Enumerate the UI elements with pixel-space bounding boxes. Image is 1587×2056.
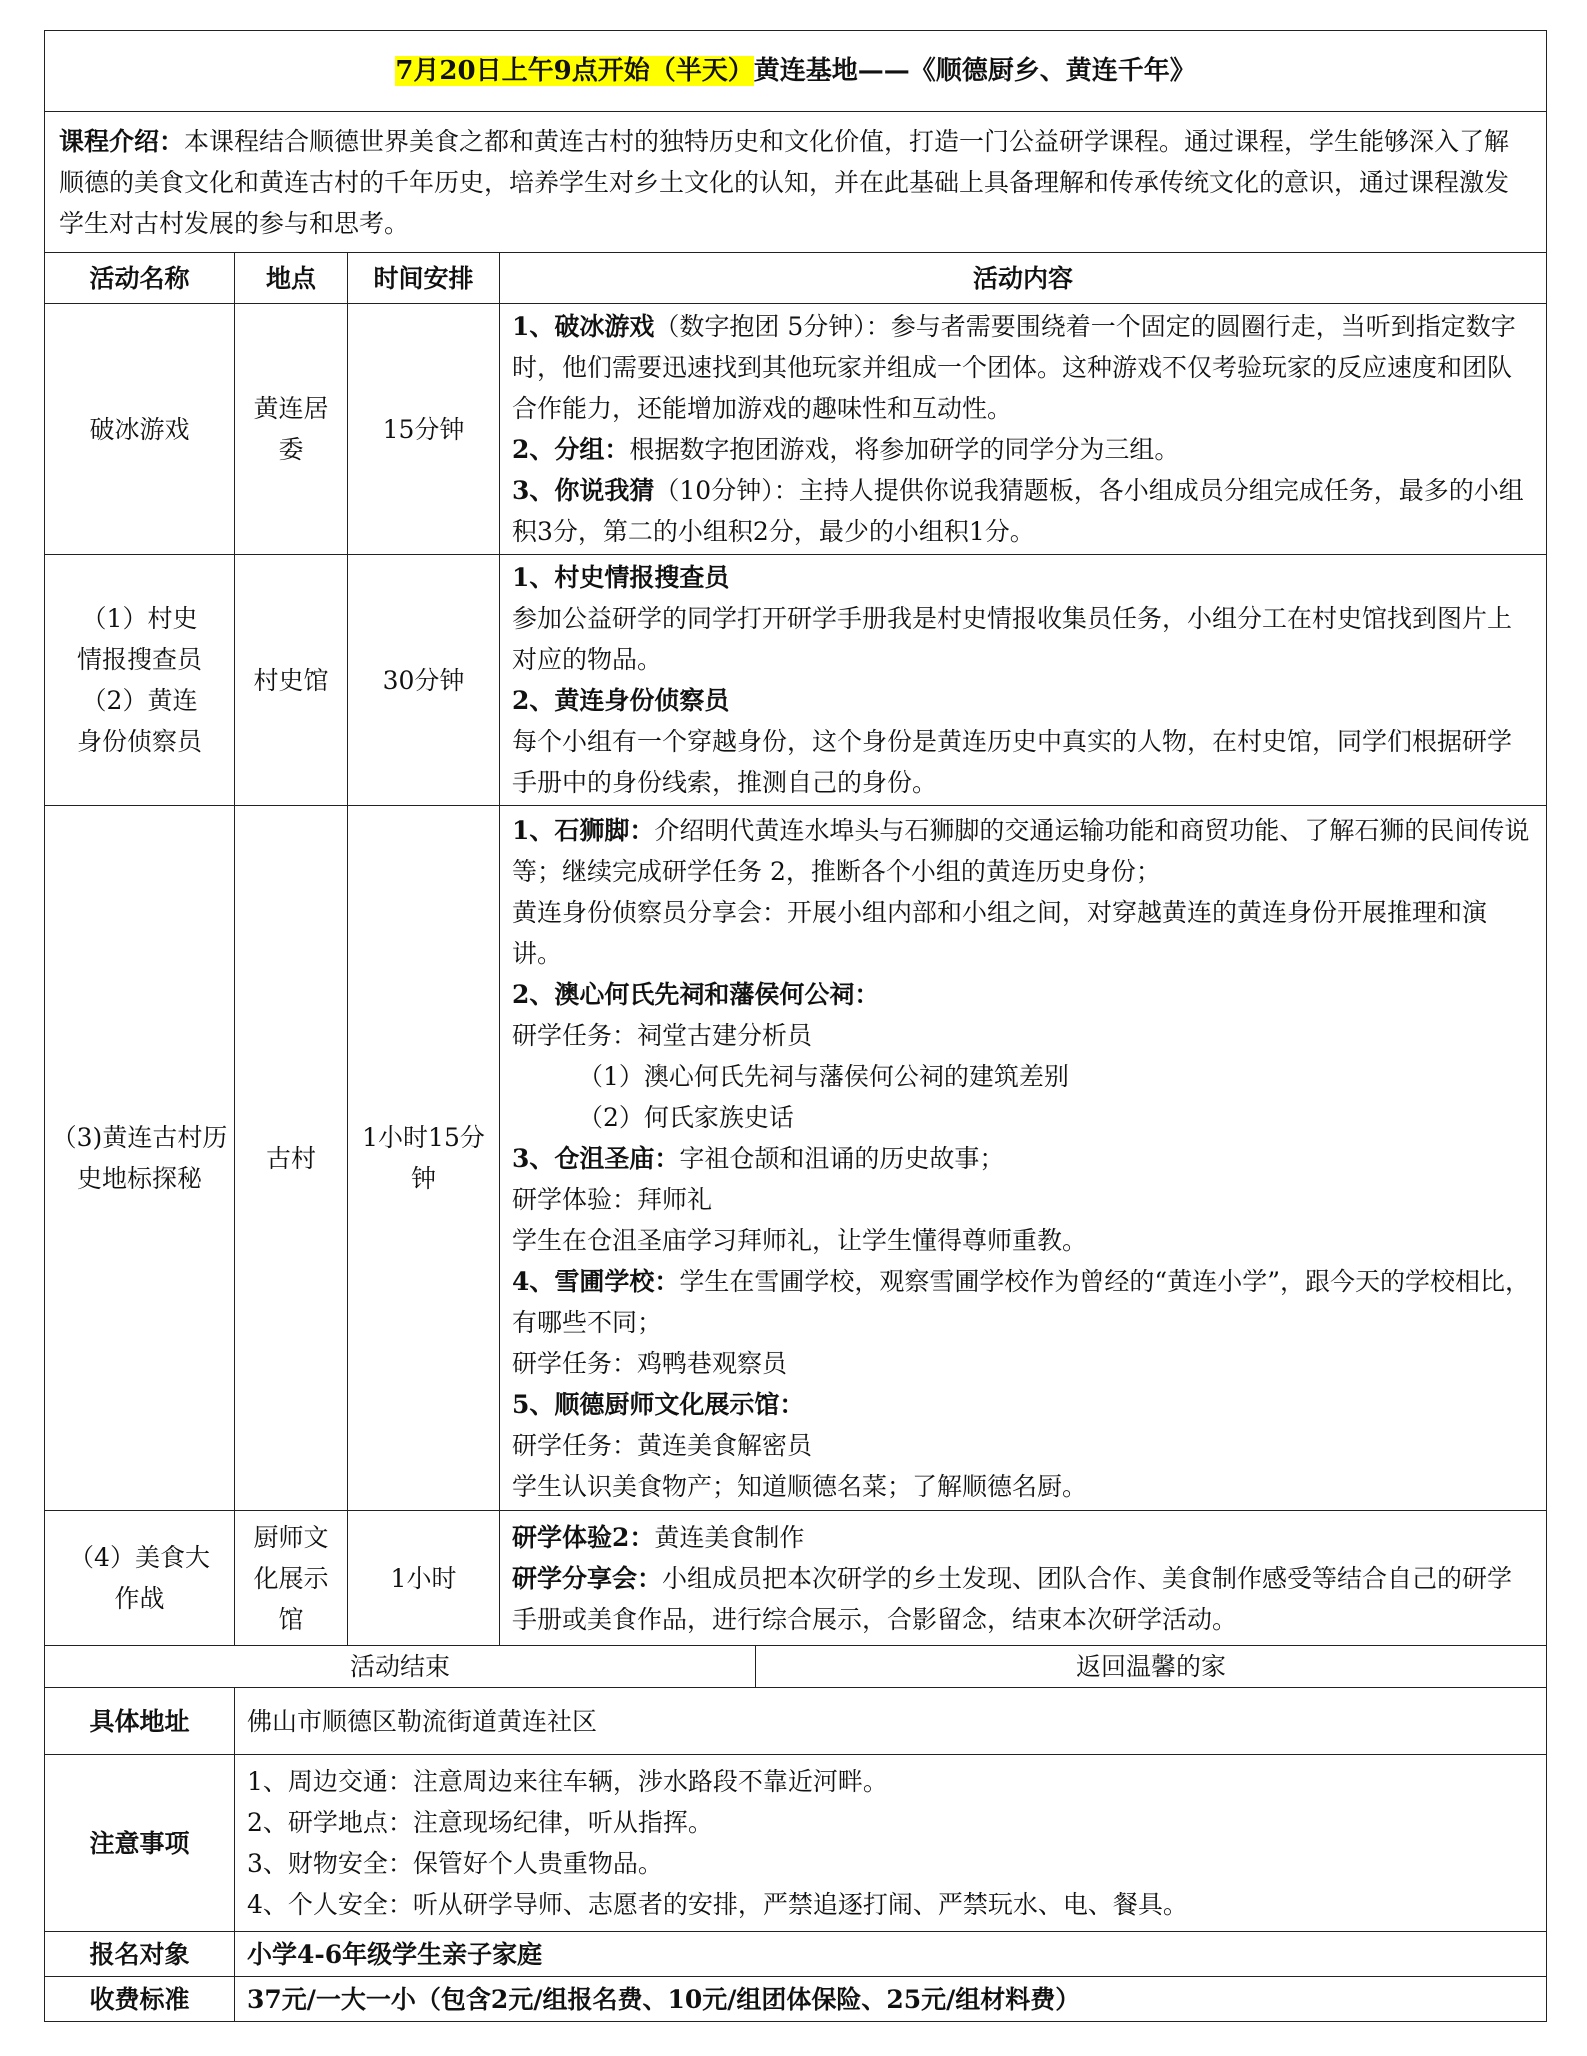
activity-name: （1）村史情报搜查员（2）黄连身份侦察员: [45, 555, 235, 806]
content-heading: 研学体验2：: [512, 1522, 655, 1552]
content-line: [512, 1425, 1534, 1466]
title-rest: 黄连基地——《顺德厨乡、黄连千年》: [753, 55, 1196, 86]
activity-place: 黄连居委: [235, 304, 348, 555]
intro-text: 本课程结合顺德世界美食之都和黄连古村的独特历史和文化价值，打造一门公益研学课程。通过课程，学生能够深入了解顺德的美食文化和黄连古村的千年历史，培养学生对乡土文化的认知，并在此基础上具备理解和传承传统文化的意识，通过课程激发学生对古村发展的参与和思考。: [59, 126, 1510, 238]
address-row: [45, 1688, 1547, 1755]
title-highlight: 7月20日上午9点开始（半天）: [395, 55, 754, 86]
activity-row: [45, 555, 1547, 806]
content-line: [512, 721, 1534, 803]
content-line: [512, 1138, 1534, 1179]
intro-label: 课程介绍：: [59, 126, 185, 156]
content-text: 黄连身份侦察员分享会：开展小组内部和小组之间，对穿越黄连的黄连身份开展推理和演讲。: [512, 897, 1488, 968]
content-line: [512, 1056, 1534, 1097]
content-text: 学生认识美食物产；知道顺德名菜；了解顺德名厨。: [512, 1471, 1088, 1501]
header-content: 活动内容: [500, 253, 1547, 304]
content-text: 研学任务：祠堂古建分析员: [512, 1020, 813, 1050]
content-line: [512, 429, 1534, 470]
activity-place: 村史馆: [235, 555, 348, 806]
content-text: （1）澳心何氏先祠与藩侯何公祠的建筑差别: [578, 1061, 1069, 1091]
page-title: [45, 31, 1547, 112]
header-row: [45, 253, 1547, 304]
content-text: 学生在雪圃学校，观察雪圃学校作为曾经的“黄连小学”，跟今天的学校相比，有哪些不同；: [512, 1266, 1530, 1337]
content-heading: 4、雪圃学校：: [512, 1266, 680, 1296]
fee-label: 收费标准: [45, 1977, 235, 2022]
target-label: 报名对象: [45, 1932, 235, 1977]
header-place: 地点: [235, 253, 348, 304]
activity-name: （4）美食大作战: [45, 1511, 235, 1646]
content-heading: 研学分享会：: [512, 1563, 663, 1593]
activity-name: 破冰游戏: [45, 304, 235, 555]
header-time: 时间安排: [348, 253, 500, 304]
content-text: 小组成员把本次研学的乡土发现、团队合作、美食制作感受等结合自己的研学手册或美食作品，进行综合展示，合影留念，结束本次研学活动。: [512, 1563, 1513, 1634]
content-text: 参加公益研学的同学打开研学手册我是村史情报收集员任务，小组分工在村史馆找到图片上对应的物品。: [512, 604, 1513, 674]
activity-place: 古村: [235, 806, 348, 1511]
activity-content: [500, 304, 1547, 555]
content-text: 研学体验：拜师礼: [512, 1184, 713, 1214]
title-row: [45, 31, 1547, 112]
content-line: [512, 1097, 1534, 1138]
content-heading: 1、破冰游戏: [512, 312, 655, 341]
content-heading: 2、黄连身份侦察员: [512, 686, 730, 715]
activity-name: （3)黄连古村历史地标探秘: [45, 806, 235, 1511]
activity-end: 活动结束: [45, 1646, 756, 1688]
content-text: 根据数字抱团游戏，将参加研学的同学分为三组。: [629, 435, 1180, 464]
fee-row: [45, 1977, 1547, 2022]
content-line: [512, 1384, 1534, 1425]
note-item: 2、研学地点：注意现场纪律，听从指挥。: [247, 1808, 713, 1837]
intro-row: [45, 112, 1547, 253]
activity-row: [45, 1511, 1547, 1646]
schedule-table: [44, 30, 1547, 2022]
notes-label: 注意事项: [45, 1755, 235, 1932]
content-line: [512, 810, 1534, 892]
content-line: [512, 1179, 1534, 1220]
content-line: [512, 470, 1534, 552]
activity-sheet: [44, 30, 1546, 2022]
content-line: [512, 1466, 1534, 1507]
content-text: 每个小组有一个穿越身份，这个身份是黄连历史中真实的人物，在村史馆，同学们根据研学手册中的身份线索，推测自己的身份。: [512, 727, 1513, 797]
return-home: 返回温馨的家: [756, 1646, 1547, 1688]
activity-content: [500, 1511, 1547, 1646]
content-heading: 1、石狮脚：: [512, 815, 655, 845]
content-line: [512, 557, 1534, 598]
activity-content: [500, 555, 1547, 806]
content-text: （10分钟）：主持人提供你说我猜题板，各小组成员分组完成任务，最多的小组积3分，第二的小组积2分，最少的小组积1分。: [512, 476, 1524, 546]
course-intro: [45, 112, 1547, 253]
note-item: 1、周边交通：注意周边来往车辆，涉水路段不靠近河畔。: [247, 1767, 888, 1796]
activity-row: [45, 304, 1547, 555]
content-line: [512, 892, 1534, 974]
end-row: [45, 1646, 1547, 1688]
activity-time: 30分钟: [348, 555, 500, 806]
notes-row: [45, 1755, 1547, 1932]
content-line: [512, 306, 1534, 429]
content-text: （2）何氏家族史话: [578, 1102, 794, 1132]
activity-time: 1小时15分钟: [348, 806, 500, 1511]
fee-value: 37元/一大一小（包含2元/组报名费、10元/组团体保险、25元/组材料费）: [235, 1977, 1547, 2022]
activity-time: 1小时: [348, 1511, 500, 1646]
content-line: [512, 598, 1534, 680]
content-text: 字祖仓颉和沮诵的历史故事；: [679, 1143, 1005, 1173]
content-text: 研学任务：黄连美食解密员: [512, 1430, 813, 1460]
target-row: [45, 1932, 1547, 1977]
target-value: 小学4-6年级学生亲子家庭: [235, 1932, 1547, 1977]
content-heading: 5、顺德厨师文化展示馆：: [512, 1389, 805, 1419]
content-text: 研学任务：鸡鸭巷观察员: [512, 1348, 788, 1378]
address-label: 具体地址: [45, 1688, 235, 1755]
content-heading: 2、澳心何氏先祠和藩侯何公祠：: [512, 979, 880, 1009]
content-line: [512, 1220, 1534, 1261]
activity-row: [45, 806, 1547, 1511]
note-item: 4、个人安全：听从研学导师、志愿者的安排，严禁追逐打闹、严禁玩水、电、餐具。: [247, 1890, 1188, 1919]
content-heading: 1、村史情报搜查员: [512, 563, 730, 592]
content-text: 学生在仓沮圣庙学习拜师礼，让学生懂得尊师重教。: [512, 1225, 1088, 1255]
content-text: 介绍明代黄连水埠头与石狮脚的交通运输功能和商贸功能、了解石狮的民间传说等；继续完成研学任务 2，推断各个小组的黄连历史身份；: [512, 815, 1530, 886]
content-line: [512, 974, 1534, 1015]
content-line: [512, 680, 1534, 721]
content-line: [512, 1015, 1534, 1056]
activity-time: 15分钟: [348, 304, 500, 555]
content-line: [512, 1343, 1534, 1384]
content-line: [512, 1558, 1534, 1640]
note-item: 3、财物安全：保管好个人贵重物品。: [247, 1849, 663, 1878]
header-name: 活动名称: [45, 253, 235, 304]
content-heading: 3、仓沮圣庙：: [512, 1143, 680, 1173]
content-text: （数字抱团 5分钟）：参与者需要围绕着一个固定的圆圈行走，当听到指定数字时，他们需要迅速找到其他玩家并组成一个团体。这种游戏不仅考验玩家的反应速度和团队合作能力，还能增加游戏的趣味性和互动性。: [512, 312, 1516, 423]
content-heading: 3、你说我猜: [512, 476, 655, 505]
content-text: 黄连美食制作: [654, 1522, 805, 1552]
content-heading: 2、分组：: [512, 435, 630, 464]
content-line: [512, 1261, 1534, 1343]
activity-content: [500, 806, 1547, 1511]
activity-place: 厨师文化展示馆: [235, 1511, 348, 1646]
address-value: 佛山市顺德区勒流街道黄连社区: [235, 1688, 1547, 1755]
notes-list: [235, 1755, 1547, 1932]
content-line: [512, 1517, 1534, 1558]
